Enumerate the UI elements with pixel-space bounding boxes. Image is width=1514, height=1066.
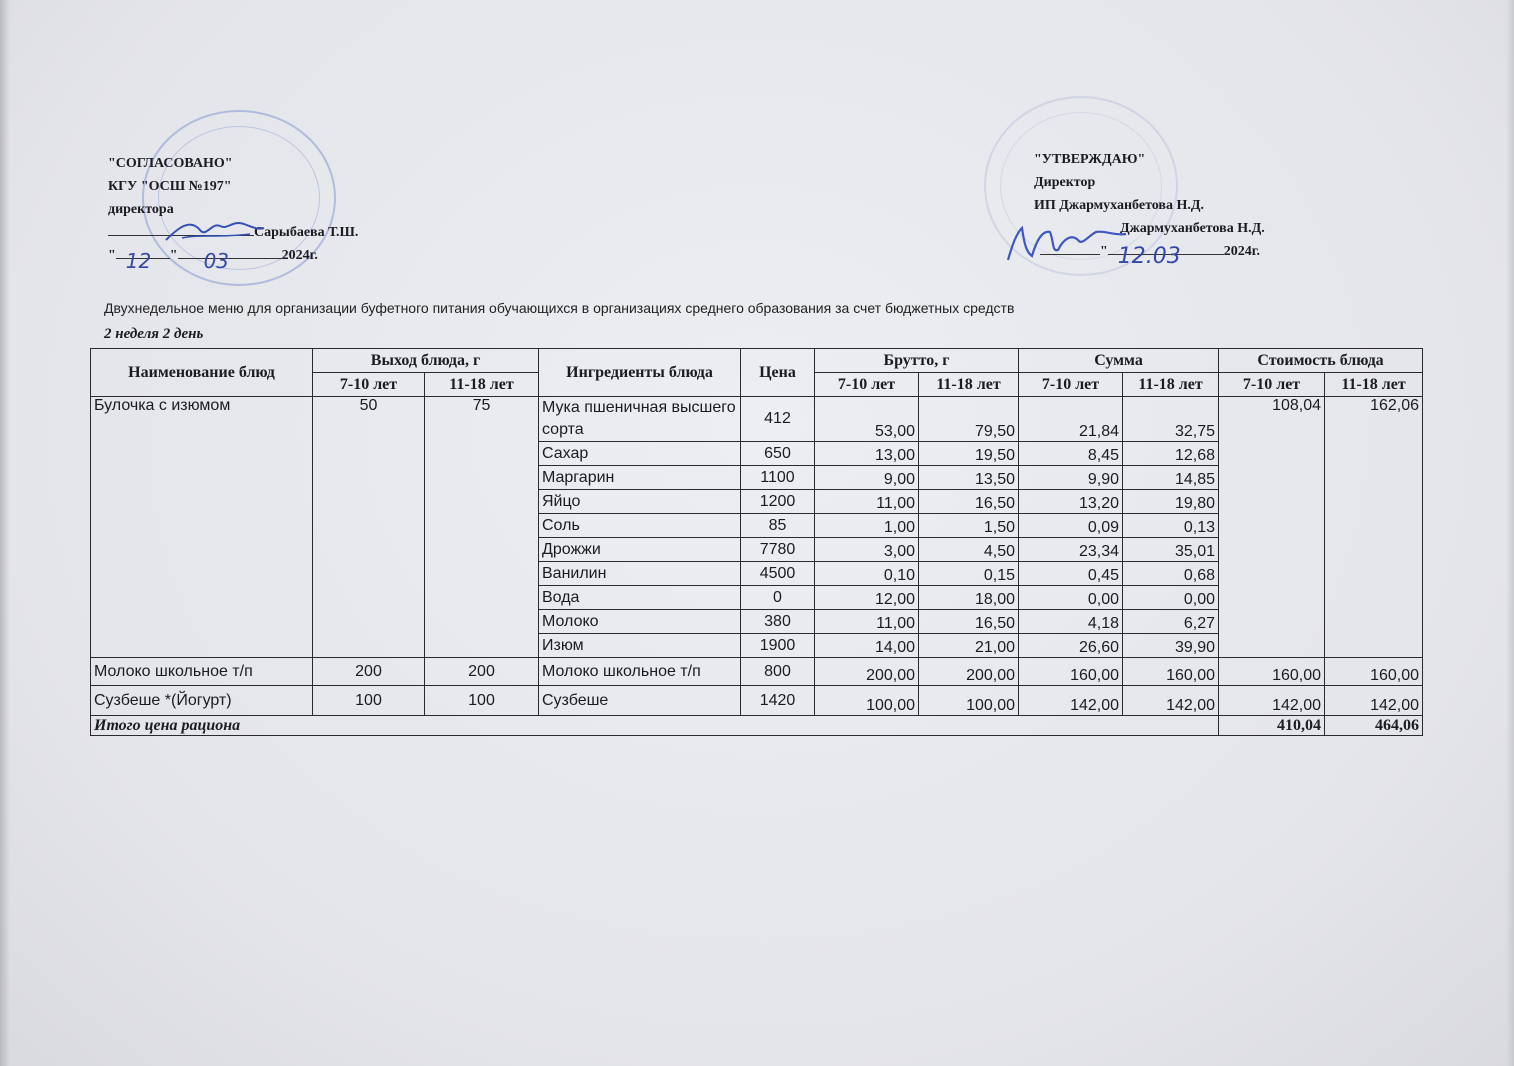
- approval-left-name: Сарыбаева Т.Ш.: [254, 225, 359, 240]
- total-cost-11-18: 464,06: [1325, 716, 1423, 736]
- approval-right-name: Джармуханбетова Н.Д.: [1120, 221, 1265, 236]
- brutto-7-10: 0,10: [815, 562, 919, 586]
- ingredient-name: Маргарин: [539, 466, 741, 490]
- sum-7-10: 9,90: [1019, 466, 1123, 490]
- ingredient-name: Вода: [539, 586, 741, 610]
- brutto-11-18: 18,00: [919, 586, 1019, 610]
- table-header-row: [91, 349, 1423, 373]
- sum-7-10: 21,84: [1019, 397, 1123, 442]
- dish-yield-7-10: 100: [313, 686, 425, 716]
- date-day-handwritten: 12: [125, 249, 152, 273]
- page-edge-right: [1506, 0, 1514, 1066]
- ingredient-price: 380: [741, 610, 815, 634]
- sum-11-18: 12,68: [1123, 442, 1219, 466]
- sum-7-10: 8,45: [1019, 442, 1123, 466]
- sum-7-10: 4,18: [1019, 610, 1123, 634]
- ingredient-price: 4500: [741, 562, 815, 586]
- sum-11-18: 142,00: [1123, 686, 1219, 716]
- subheader-brutto-11-18: 11-18 лет: [919, 373, 1019, 397]
- page-edge-left: [0, 0, 10, 1066]
- subheader-yield-7-10: 7-10 лет: [313, 373, 425, 397]
- date-day-field: [116, 249, 170, 273]
- brutto-11-18: 4,50: [919, 538, 1019, 562]
- date-handwritten: 12.03: [1117, 244, 1181, 269]
- total-row: [91, 716, 1423, 736]
- brutto-7-10: 1,00: [815, 514, 919, 538]
- approval-left-position: директора: [108, 202, 174, 217]
- brutto-11-18: 200,00: [919, 658, 1019, 686]
- approval-right-heading: "УТВЕРЖДАЮ": [1034, 152, 1146, 167]
- sum-11-18: 0,13: [1123, 514, 1219, 538]
- brutto-11-18: 13,50: [919, 466, 1019, 490]
- sum-7-10: 0,09: [1019, 514, 1123, 538]
- sum-11-18: 0,68: [1123, 562, 1219, 586]
- ingredient-price: 0: [741, 586, 815, 610]
- dish-name: Булочка с изюмом: [91, 397, 313, 658]
- ingredient-price: 800: [741, 658, 815, 686]
- ingredient-price: 85: [741, 514, 815, 538]
- table-row: [91, 686, 1423, 716]
- total-label: Итого цена рациона: [91, 716, 1219, 736]
- ingredient-price: 1900: [741, 634, 815, 658]
- date-quote-open: ": [108, 248, 116, 263]
- date-quote: ": [1100, 244, 1108, 259]
- dish-cost-7-10: 108,04: [1219, 397, 1325, 658]
- ingredient-name: Яйцо: [539, 490, 741, 514]
- header-price: Цена: [741, 349, 815, 397]
- table-row: [91, 658, 1423, 686]
- approval-right-organization: ИП Джармуханбетова Н.Д.: [1034, 198, 1205, 213]
- approval-right-position: Директор: [1034, 175, 1096, 190]
- dish-yield-11-18: 200: [425, 658, 539, 686]
- brutto-11-18: 21,00: [919, 634, 1019, 658]
- header-yield: Выход блюда, г: [313, 349, 539, 373]
- approval-left-organization: КГУ "ОСШ №197": [108, 179, 232, 194]
- ingredient-name: Ванилин: [539, 562, 741, 586]
- ingredient-name: Соль: [539, 514, 741, 538]
- ingredient-price: 650: [741, 442, 815, 466]
- dish-cost-7-10: 142,00: [1219, 686, 1325, 716]
- brutto-7-10: 11,00: [815, 610, 919, 634]
- header-brutto: Брутто, г: [815, 349, 1019, 373]
- signature-left: [160, 208, 270, 248]
- table-row: [91, 397, 1423, 442]
- dish-yield-7-10: 50: [313, 397, 425, 658]
- dish-name: Молоко школьное т/п: [91, 658, 313, 686]
- header-cost: Стоимость блюда: [1219, 349, 1423, 373]
- brutto-11-18: 0,15: [919, 562, 1019, 586]
- ingredient-price: 1100: [741, 466, 815, 490]
- day-title: 2 неделя 2 день: [104, 326, 204, 342]
- approval-left-year: 2024г.: [281, 248, 318, 263]
- sum-11-18: 35,01: [1123, 538, 1219, 562]
- ingredient-name: Мука пшеничная высшего сорта: [539, 397, 741, 442]
- dish-yield-7-10: 200: [313, 658, 425, 686]
- brutto-11-18: 1,50: [919, 514, 1019, 538]
- subheader-sum-11-18: 11-18 лет: [1123, 373, 1219, 397]
- ingredient-price: 1420: [741, 686, 815, 716]
- brutto-7-10: 100,00: [815, 686, 919, 716]
- header-ingredients: Ингредиенты блюда: [539, 349, 741, 397]
- brutto-7-10: 53,00: [815, 397, 919, 442]
- sum-7-10: 0,45: [1019, 562, 1123, 586]
- signature-right: [1002, 216, 1132, 266]
- ingredient-price: 7780: [741, 538, 815, 562]
- ingredient-name: Молоко школьное т/п: [539, 658, 741, 686]
- dish-name: Сузбеше *(Йогурт): [91, 686, 313, 716]
- ingredient-price: 1200: [741, 490, 815, 514]
- brutto-7-10: 14,00: [815, 634, 919, 658]
- approval-left-heading: "СОГЛАСОВАНО": [108, 156, 233, 171]
- ingredient-name: Дрожжи: [539, 538, 741, 562]
- subheader-yield-11-18: 11-18 лет: [425, 373, 539, 397]
- brutto-11-18: 79,50: [919, 397, 1019, 442]
- ingredient-name: Молоко: [539, 610, 741, 634]
- sum-11-18: 160,00: [1123, 658, 1219, 686]
- subheader-cost-11-18: 11-18 лет: [1325, 373, 1423, 397]
- date-month-handwritten: 03: [203, 249, 230, 273]
- approval-right-year: 2024г.: [1223, 244, 1261, 259]
- menu-title: Двухнедельное меню для организации буфетного питания обучающихся в организациях среднего образования за счет бюджетных средств: [104, 300, 1015, 316]
- sum-7-10: 160,00: [1019, 658, 1123, 686]
- sum-11-18: 6,27: [1123, 610, 1219, 634]
- ingredient-name: Сузбеше: [539, 686, 741, 716]
- brutto-7-10: 3,00: [815, 538, 919, 562]
- ingredient-name: Сахар: [539, 442, 741, 466]
- brutto-7-10: 11,00: [815, 490, 919, 514]
- brutto-7-10: 9,00: [815, 466, 919, 490]
- dish-cost-11-18: 142,00: [1325, 686, 1423, 716]
- sum-7-10: 13,20: [1019, 490, 1123, 514]
- brutto-11-18: 16,50: [919, 610, 1019, 634]
- sum-7-10: 142,00: [1019, 686, 1123, 716]
- brutto-11-18: 100,00: [919, 686, 1019, 716]
- subheader-brutto-7-10: 7-10 лет: [815, 373, 919, 397]
- header-dish: Наименование блюд: [91, 349, 313, 397]
- dish-cost-7-10: 160,00: [1219, 658, 1325, 686]
- menu-table: [90, 348, 1423, 736]
- sum-11-18: 39,90: [1123, 634, 1219, 658]
- subheader-cost-7-10: 7-10 лет: [1219, 373, 1325, 397]
- dish-cost-11-18: 160,00: [1325, 658, 1423, 686]
- dish-yield-11-18: 100: [425, 686, 539, 716]
- brutto-11-18: 19,50: [919, 442, 1019, 466]
- ingredient-name: Изюм: [539, 634, 741, 658]
- date-quote-close: ": [169, 248, 178, 263]
- header-sum: Сумма: [1019, 349, 1219, 373]
- subheader-sum-7-10: 7-10 лет: [1019, 373, 1123, 397]
- sum-11-18: 32,75: [1123, 397, 1219, 442]
- sum-7-10: 26,60: [1019, 634, 1123, 658]
- brutto-7-10: 13,00: [815, 442, 919, 466]
- sum-11-18: 0,00: [1123, 586, 1219, 610]
- sum-11-18: 14,85: [1123, 466, 1219, 490]
- dish-yield-11-18: 75: [425, 397, 539, 658]
- sum-11-18: 19,80: [1123, 490, 1219, 514]
- brutto-7-10: 200,00: [815, 658, 919, 686]
- brutto-7-10: 12,00: [815, 586, 919, 610]
- date-month-field: [178, 249, 282, 273]
- total-cost-7-10: 410,04: [1219, 716, 1325, 736]
- sum-7-10: 0,00: [1019, 586, 1123, 610]
- sum-7-10: 23,34: [1019, 538, 1123, 562]
- dish-cost-11-18: 162,06: [1325, 397, 1423, 658]
- ingredient-price: 412: [741, 397, 815, 442]
- brutto-11-18: 16,50: [919, 490, 1019, 514]
